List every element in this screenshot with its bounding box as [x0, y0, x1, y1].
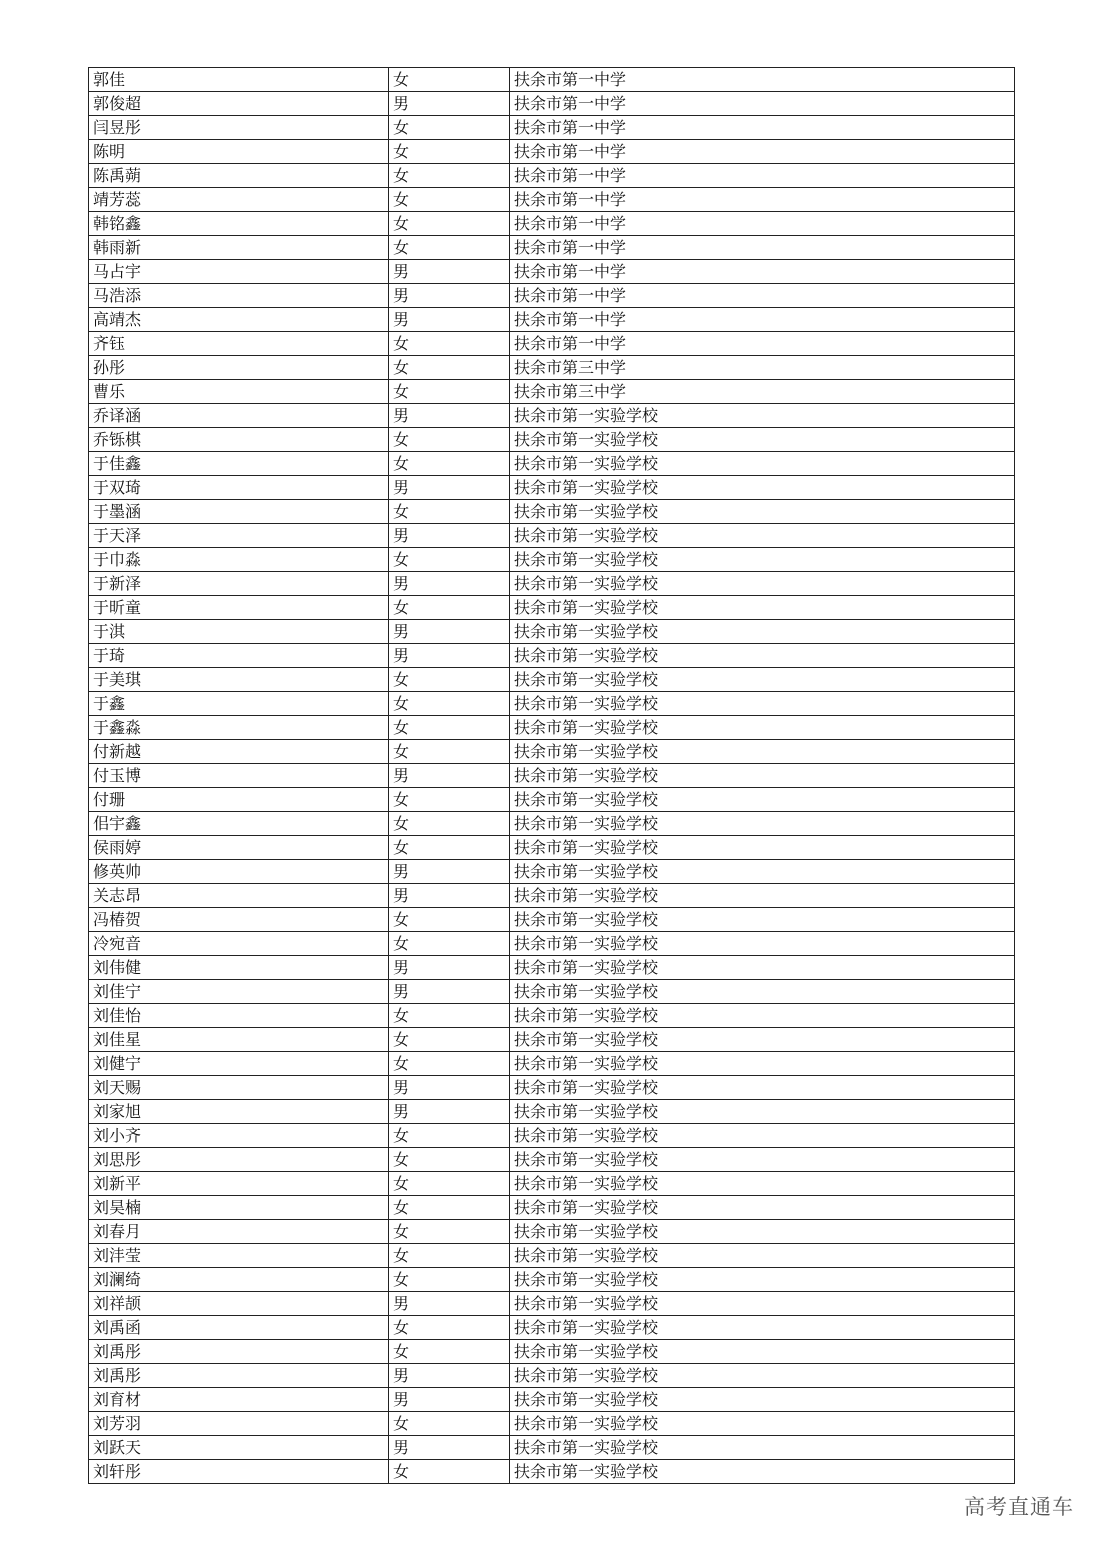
school-cell: 扶余市第一中学 [510, 284, 1015, 308]
name-cell: 孙彤 [89, 356, 389, 380]
table-row [89, 884, 1015, 908]
name-cell: 刘沣莹 [89, 1244, 389, 1268]
school-cell: 扶余市第一实验学校 [510, 668, 1015, 692]
gender-cell: 女 [389, 740, 510, 764]
school-cell: 扶余市第一实验学校 [510, 1292, 1015, 1316]
school-cell: 扶余市第一实验学校 [510, 788, 1015, 812]
gender-cell: 女 [389, 788, 510, 812]
gender-cell: 男 [389, 260, 510, 284]
school-cell: 扶余市第三中学 [510, 356, 1015, 380]
school-cell: 扶余市第一实验学校 [510, 884, 1015, 908]
school-cell: 扶余市第一实验学校 [510, 908, 1015, 932]
table-row [89, 596, 1015, 620]
table-row [89, 164, 1015, 188]
name-cell: 刘育材 [89, 1388, 389, 1412]
gender-cell: 女 [389, 236, 510, 260]
name-cell: 刘小齐 [89, 1124, 389, 1148]
gender-cell: 男 [389, 308, 510, 332]
school-cell: 扶余市第一实验学校 [510, 1124, 1015, 1148]
name-cell: 刘祥颉 [89, 1292, 389, 1316]
table-row [89, 1316, 1015, 1340]
school-cell: 扶余市第一实验学校 [510, 1076, 1015, 1100]
name-cell: 齐钰 [89, 332, 389, 356]
name-cell: 付玉博 [89, 764, 389, 788]
name-cell: 刘澜绮 [89, 1268, 389, 1292]
school-cell: 扶余市第一实验学校 [510, 1028, 1015, 1052]
name-cell: 刘禹函 [89, 1316, 389, 1340]
gender-cell: 女 [389, 1220, 510, 1244]
table-row [89, 1436, 1015, 1460]
gender-cell: 男 [389, 620, 510, 644]
school-cell: 扶余市第一实验学校 [510, 620, 1015, 644]
gender-cell: 女 [389, 356, 510, 380]
table-row [89, 260, 1015, 284]
gender-cell: 男 [389, 1388, 510, 1412]
name-cell: 佀宇鑫 [89, 812, 389, 836]
table-row [89, 140, 1015, 164]
watermark: 高考直通车 [964, 1495, 1074, 1519]
table-row [89, 1100, 1015, 1124]
name-cell: 刘昊楠 [89, 1196, 389, 1220]
gender-cell: 女 [389, 1412, 510, 1436]
table-row [89, 452, 1015, 476]
gender-cell: 男 [389, 980, 510, 1004]
name-cell: 刘佳宁 [89, 980, 389, 1004]
table-row [89, 980, 1015, 1004]
school-cell: 扶余市第一实验学校 [510, 1340, 1015, 1364]
school-cell: 扶余市第一实验学校 [510, 476, 1015, 500]
table-row [89, 524, 1015, 548]
table-row [89, 1172, 1015, 1196]
table-row [89, 476, 1015, 500]
gender-cell: 女 [389, 812, 510, 836]
school-cell: 扶余市第一实验学校 [510, 980, 1015, 1004]
table-row [89, 956, 1015, 980]
name-cell: 靖芳蕊 [89, 188, 389, 212]
table-row [89, 1244, 1015, 1268]
school-cell: 扶余市第一实验学校 [510, 1172, 1015, 1196]
gender-cell: 男 [389, 644, 510, 668]
gender-cell: 男 [389, 1076, 510, 1100]
gender-cell: 男 [389, 524, 510, 548]
school-cell: 扶余市第一实验学校 [510, 548, 1015, 572]
school-cell: 扶余市第一实验学校 [510, 812, 1015, 836]
name-cell: 付珊 [89, 788, 389, 812]
school-cell: 扶余市第一实验学校 [510, 836, 1015, 860]
table-row [89, 764, 1015, 788]
school-cell: 扶余市第一中学 [510, 188, 1015, 212]
name-cell: 冯椿贺 [89, 908, 389, 932]
school-cell: 扶余市第一实验学校 [510, 1388, 1015, 1412]
name-cell: 刘芳羽 [89, 1412, 389, 1436]
name-cell: 刘天赐 [89, 1076, 389, 1100]
gender-cell: 男 [389, 1100, 510, 1124]
gender-cell: 女 [389, 1148, 510, 1172]
table-row [89, 1052, 1015, 1076]
school-cell: 扶余市第一实验学校 [510, 1148, 1015, 1172]
table-row [89, 1028, 1015, 1052]
name-cell: 冷宛音 [89, 932, 389, 956]
school-cell: 扶余市第一实验学校 [510, 596, 1015, 620]
school-cell: 扶余市第一实验学校 [510, 1436, 1015, 1460]
gender-cell: 女 [389, 668, 510, 692]
gender-cell: 女 [389, 332, 510, 356]
school-cell: 扶余市第一实验学校 [510, 860, 1015, 884]
school-cell: 扶余市第一实验学校 [510, 1412, 1015, 1436]
school-cell: 扶余市第一实验学校 [510, 428, 1015, 452]
gender-cell: 女 [389, 68, 510, 92]
name-cell: 于淇 [89, 620, 389, 644]
gender-cell: 女 [389, 692, 510, 716]
table-row [89, 404, 1015, 428]
name-cell: 刘轩彤 [89, 1460, 389, 1484]
school-cell: 扶余市第一实验学校 [510, 1364, 1015, 1388]
table-row [89, 1364, 1015, 1388]
table-row [89, 1412, 1015, 1436]
gender-cell: 女 [389, 212, 510, 236]
name-cell: 于琦 [89, 644, 389, 668]
school-cell: 扶余市第一中学 [510, 116, 1015, 140]
gender-cell: 男 [389, 764, 510, 788]
gender-cell: 女 [389, 1316, 510, 1340]
gender-cell: 女 [389, 1268, 510, 1292]
gender-cell: 女 [389, 140, 510, 164]
gender-cell: 女 [389, 500, 510, 524]
name-cell: 马浩添 [89, 284, 389, 308]
table-row [89, 188, 1015, 212]
school-cell: 扶余市第一实验学校 [510, 932, 1015, 956]
table-row [89, 1148, 1015, 1172]
table-row [89, 236, 1015, 260]
school-cell: 扶余市第一中学 [510, 236, 1015, 260]
gender-cell: 男 [389, 404, 510, 428]
gender-cell: 女 [389, 1244, 510, 1268]
name-cell: 郭佳 [89, 68, 389, 92]
table-row [89, 860, 1015, 884]
name-cell: 韩铭鑫 [89, 212, 389, 236]
table-row [89, 1460, 1015, 1484]
table-row [89, 548, 1015, 572]
school-cell: 扶余市第一中学 [510, 140, 1015, 164]
table-row [89, 692, 1015, 716]
gender-cell: 女 [389, 1196, 510, 1220]
table-row [89, 1340, 1015, 1364]
school-cell: 扶余市第一实验学校 [510, 740, 1015, 764]
gender-cell: 女 [389, 596, 510, 620]
table-row [89, 932, 1015, 956]
gender-cell: 女 [389, 1172, 510, 1196]
name-cell: 于双琦 [89, 476, 389, 500]
table-row [89, 116, 1015, 140]
school-cell: 扶余市第一实验学校 [510, 452, 1015, 476]
name-cell: 刘新平 [89, 1172, 389, 1196]
name-cell: 刘佳星 [89, 1028, 389, 1052]
table-row [89, 500, 1015, 524]
gender-cell: 女 [389, 908, 510, 932]
name-cell: 修英帅 [89, 860, 389, 884]
school-cell: 扶余市第一实验学校 [510, 1460, 1015, 1484]
school-cell: 扶余市第一实验学校 [510, 764, 1015, 788]
school-cell: 扶余市第一实验学校 [510, 1100, 1015, 1124]
school-cell: 扶余市第一实验学校 [510, 956, 1015, 980]
gender-cell: 女 [389, 548, 510, 572]
gender-cell: 女 [389, 116, 510, 140]
school-cell: 扶余市第一实验学校 [510, 572, 1015, 596]
name-cell: 刘家旭 [89, 1100, 389, 1124]
name-cell: 侯雨婷 [89, 836, 389, 860]
school-cell: 扶余市第一实验学校 [510, 404, 1015, 428]
school-cell: 扶余市第一实验学校 [510, 1244, 1015, 1268]
table-row [89, 1004, 1015, 1028]
gender-cell: 男 [389, 1364, 510, 1388]
name-cell: 于鑫淼 [89, 716, 389, 740]
gender-cell: 女 [389, 428, 510, 452]
school-cell: 扶余市第一中学 [510, 212, 1015, 236]
school-cell: 扶余市第三中学 [510, 380, 1015, 404]
gender-cell: 女 [389, 380, 510, 404]
student-roster-table [88, 67, 1015, 1484]
gender-cell: 男 [389, 956, 510, 980]
name-cell: 马占宇 [89, 260, 389, 284]
table-row [89, 572, 1015, 596]
table-row [89, 332, 1015, 356]
name-cell: 陈禹蒴 [89, 164, 389, 188]
school-cell: 扶余市第一实验学校 [510, 1220, 1015, 1244]
name-cell: 于美琪 [89, 668, 389, 692]
gender-cell: 女 [389, 1004, 510, 1028]
name-cell: 于昕童 [89, 596, 389, 620]
table-row [89, 620, 1015, 644]
table-row [89, 812, 1015, 836]
gender-cell: 女 [389, 716, 510, 740]
roster-body [89, 68, 1015, 1484]
school-cell: 扶余市第一实验学校 [510, 1268, 1015, 1292]
table-row [89, 668, 1015, 692]
name-cell: 刘思彤 [89, 1148, 389, 1172]
table-row [89, 1292, 1015, 1316]
name-cell: 刘佳怡 [89, 1004, 389, 1028]
school-cell: 扶余市第一实验学校 [510, 1004, 1015, 1028]
table-row [89, 68, 1015, 92]
name-cell: 刘春月 [89, 1220, 389, 1244]
table-row [89, 644, 1015, 668]
gender-cell: 女 [389, 188, 510, 212]
table-row [89, 1388, 1015, 1412]
school-cell: 扶余市第一实验学校 [510, 692, 1015, 716]
school-cell: 扶余市第一实验学校 [510, 1196, 1015, 1220]
table-row [89, 308, 1015, 332]
name-cell: 于鑫 [89, 692, 389, 716]
table-row [89, 284, 1015, 308]
gender-cell: 男 [389, 1292, 510, 1316]
name-cell: 乔译涵 [89, 404, 389, 428]
school-cell: 扶余市第一中学 [510, 308, 1015, 332]
gender-cell: 女 [389, 1340, 510, 1364]
gender-cell: 男 [389, 572, 510, 596]
name-cell: 于墨涵 [89, 500, 389, 524]
school-cell: 扶余市第一实验学校 [510, 1316, 1015, 1340]
name-cell: 刘禹彤 [89, 1340, 389, 1364]
name-cell: 陈明 [89, 140, 389, 164]
gender-cell: 女 [389, 1460, 510, 1484]
gender-cell: 男 [389, 860, 510, 884]
name-cell: 刘禹彤 [89, 1364, 389, 1388]
gender-cell: 男 [389, 92, 510, 116]
school-cell: 扶余市第一实验学校 [510, 500, 1015, 524]
name-cell: 郭俊超 [89, 92, 389, 116]
name-cell: 于新泽 [89, 572, 389, 596]
table-row [89, 428, 1015, 452]
table-row [89, 836, 1015, 860]
name-cell: 韩雨新 [89, 236, 389, 260]
name-cell: 曹乐 [89, 380, 389, 404]
gender-cell: 女 [389, 932, 510, 956]
name-cell: 刘跃天 [89, 1436, 389, 1460]
table-row [89, 1268, 1015, 1292]
table-row [89, 380, 1015, 404]
name-cell: 于佳鑫 [89, 452, 389, 476]
table-row [89, 356, 1015, 380]
school-cell: 扶余市第一中学 [510, 92, 1015, 116]
school-cell: 扶余市第一中学 [510, 260, 1015, 284]
gender-cell: 男 [389, 1436, 510, 1460]
table-row [89, 908, 1015, 932]
name-cell: 于巾淼 [89, 548, 389, 572]
school-cell: 扶余市第一中学 [510, 332, 1015, 356]
gender-cell: 男 [389, 476, 510, 500]
gender-cell: 女 [389, 1028, 510, 1052]
gender-cell: 女 [389, 1124, 510, 1148]
gender-cell: 女 [389, 836, 510, 860]
table-row [89, 1196, 1015, 1220]
table-row [89, 1124, 1015, 1148]
name-cell: 刘健宁 [89, 1052, 389, 1076]
table-row [89, 92, 1015, 116]
name-cell: 付新越 [89, 740, 389, 764]
name-cell: 闫昱彤 [89, 116, 389, 140]
name-cell: 高靖杰 [89, 308, 389, 332]
school-cell: 扶余市第一实验学校 [510, 1052, 1015, 1076]
table-row [89, 1076, 1015, 1100]
school-cell: 扶余市第一实验学校 [510, 524, 1015, 548]
name-cell: 关志昂 [89, 884, 389, 908]
school-cell: 扶余市第一中学 [510, 68, 1015, 92]
gender-cell: 女 [389, 1052, 510, 1076]
table-row [89, 1220, 1015, 1244]
name-cell: 刘伟健 [89, 956, 389, 980]
school-cell: 扶余市第一实验学校 [510, 644, 1015, 668]
school-cell: 扶余市第一中学 [510, 164, 1015, 188]
gender-cell: 女 [389, 164, 510, 188]
gender-cell: 女 [389, 452, 510, 476]
table-row [89, 716, 1015, 740]
table-row [89, 212, 1015, 236]
name-cell: 乔铄棋 [89, 428, 389, 452]
table-row [89, 788, 1015, 812]
school-cell: 扶余市第一实验学校 [510, 716, 1015, 740]
gender-cell: 男 [389, 284, 510, 308]
gender-cell: 男 [389, 884, 510, 908]
table-row [89, 740, 1015, 764]
name-cell: 于天泽 [89, 524, 389, 548]
